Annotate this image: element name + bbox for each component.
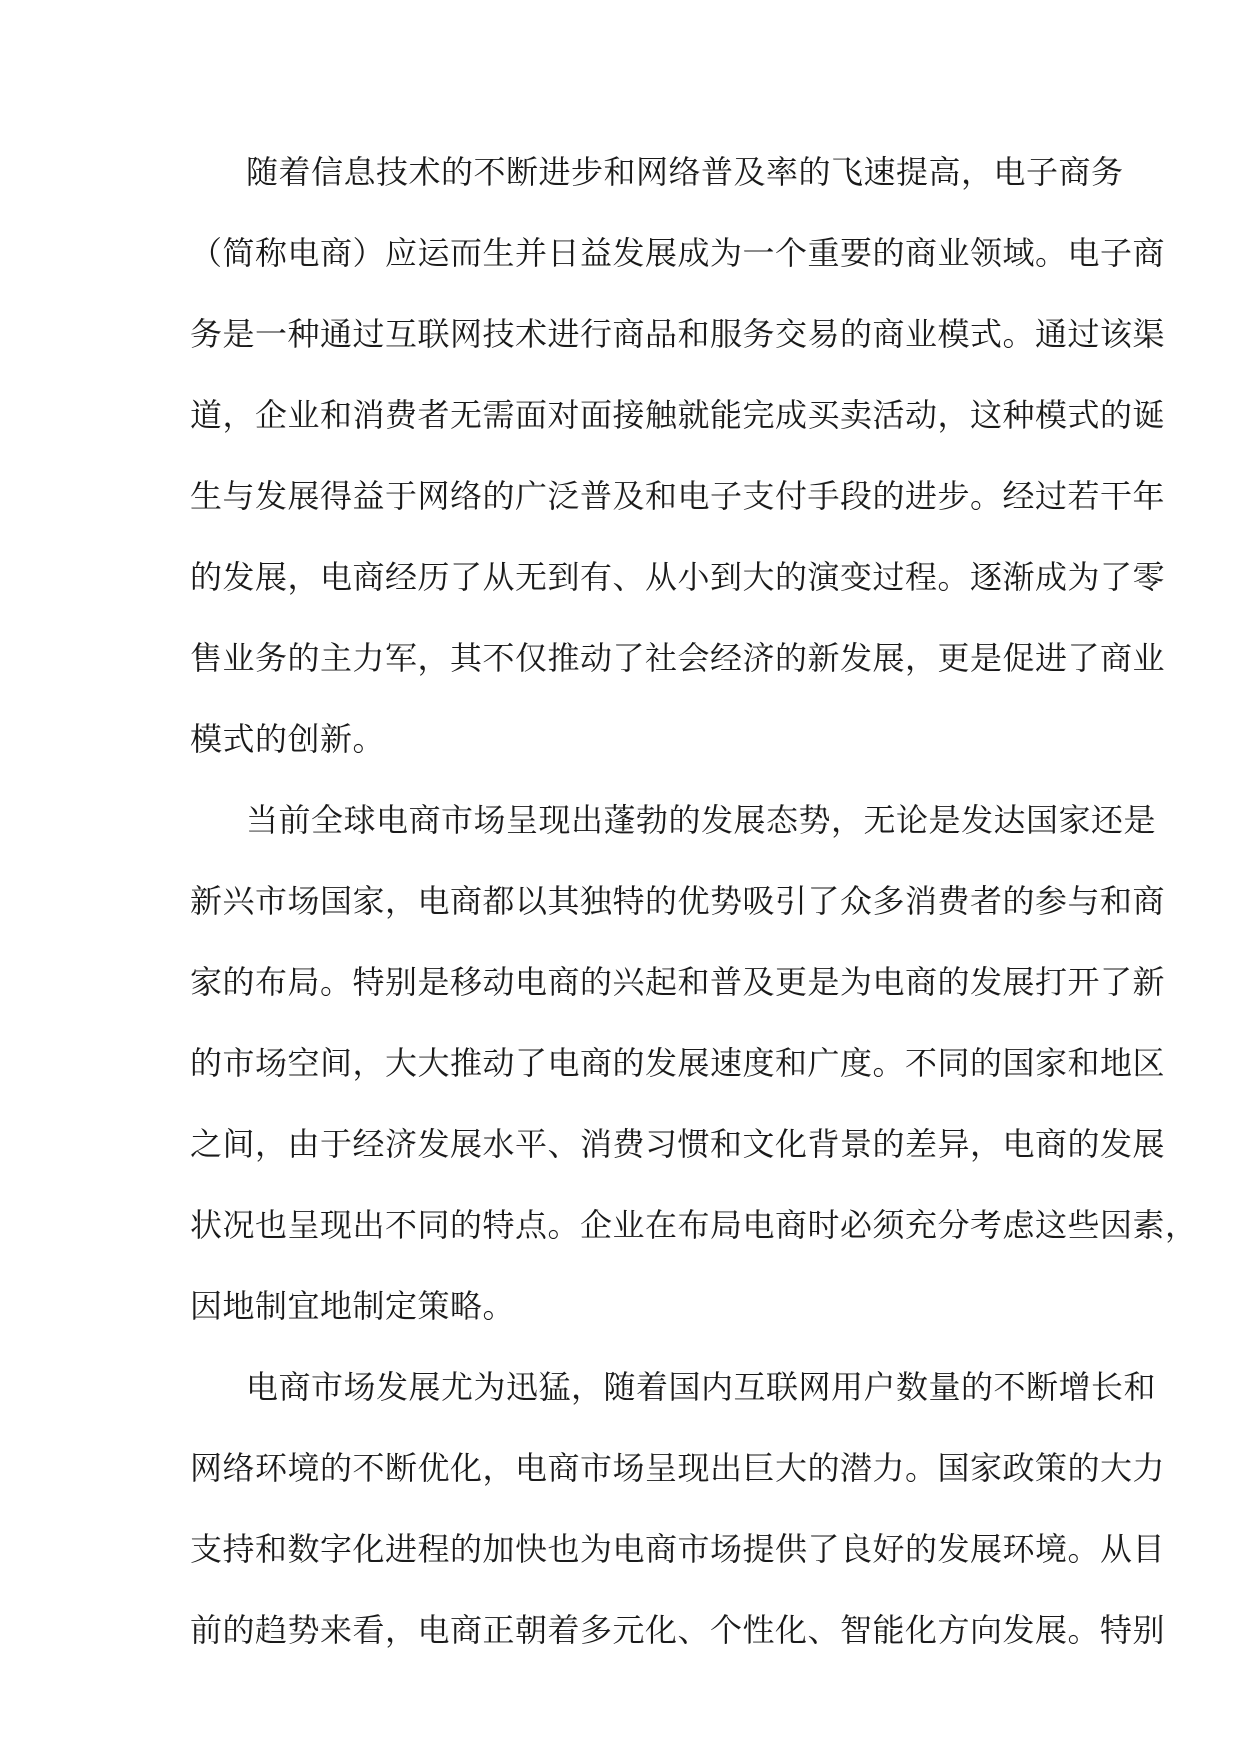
text-line: 生与发展得益于网络的广泛普及和电子支付手段的进步。经过若干年	[190, 477, 1166, 515]
text-line: 售业务的主力军，其不仅推动了社会经济的新发展，更是促进了商业	[190, 639, 1166, 677]
text-line: 的发展，电商经历了从无到有、从小到大的演变过程。逐渐成为了零	[190, 558, 1166, 596]
text-line: 前的趋势来看，电商正朝着多元化、个性化、智能化方向发展。特别	[190, 1611, 1166, 1649]
text-line: 务是一种通过互联网技术进行商品和服务交易的商业模式。通过该渠	[190, 315, 1166, 353]
paragraph-3	[190, 1355, 1166, 1679]
text-line: 家的布局。特别是移动电商的兴起和普及更是为电商的发展打开了新	[190, 963, 1166, 1001]
text-line: 支持和数字化进程的加快也为电商市场提供了良好的发展环境。从目	[190, 1530, 1166, 1568]
text-line: 之间，由于经济发展水平、消费习惯和文化背景的差异，电商的发展	[190, 1125, 1166, 1163]
text-line: 电商市场发展尤为迅猛，随着国内互联网用户数量的不断增长和	[246, 1368, 1157, 1406]
text-line: 状况也呈现出不同的特点。企业在布局电商时必须充分考虑这些因素，	[190, 1206, 1198, 1244]
text-line: 因地制宜地制定策略。	[190, 1287, 516, 1325]
text-line: 的市场空间，大大推动了电商的发展速度和广度。不同的国家和地区	[190, 1044, 1166, 1082]
text-line: 网络环境的不断优化，电商市场呈现出巨大的潜力。国家政策的大力	[190, 1449, 1166, 1487]
document-body	[190, 140, 1198, 1679]
text-line: 当前全球电商市场呈现出蓬勃的发展态势，无论是发达国家还是	[246, 801, 1157, 839]
text-line: 随着信息技术的不断进步和网络普及率的飞速提高，电子商务	[246, 153, 1124, 191]
paragraph-1	[190, 140, 1166, 788]
text-line: （简称电商）应运而生并日益发展成为一个重要的商业领域。电子商	[190, 234, 1166, 272]
text-line: 新兴市场国家，电商都以其独特的优势吸引了众多消费者的参与和商	[190, 882, 1166, 920]
text-line: 模式的创新。	[190, 720, 386, 758]
text-line: 道，企业和消费者无需面对面接触就能完成买卖活动，这种模式的诞	[190, 396, 1166, 434]
paragraph-2	[190, 788, 1198, 1355]
